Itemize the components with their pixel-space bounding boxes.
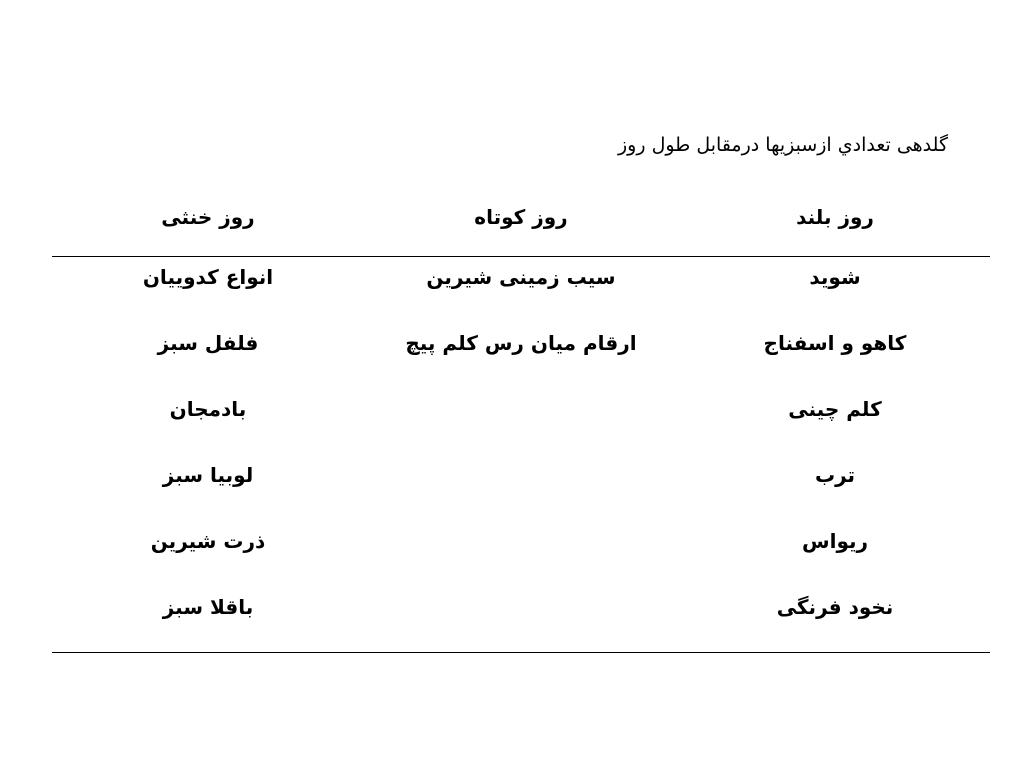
column-header-long-day: روز بلند — [796, 205, 874, 229]
list-item: ذرت شیرین — [150, 529, 266, 553]
header-divider-line — [52, 256, 990, 257]
column-header-short-day: روز کوتاه — [474, 205, 568, 229]
list-item: ارقام میان رس کلم پیچ — [405, 331, 637, 355]
list-item: کاهو و اسفناج — [763, 331, 907, 355]
list-item: ترب — [814, 463, 856, 487]
list-item: فلفل سبز — [157, 331, 259, 355]
table-bottom-line — [52, 652, 990, 653]
list-item: بادمجان — [169, 397, 247, 421]
list-item: کلم چینی — [788, 397, 882, 421]
list-item: سیب زمینی شیرین — [426, 265, 616, 289]
slide-title: گلدهی تعدادي ازسبزيها درمقابل طول روز — [618, 134, 948, 156]
list-item: انواع کدوییان — [142, 265, 274, 289]
list-item: باقلا سبز — [162, 595, 254, 619]
column-items-short-day — [371, 244, 671, 376]
list-item: شوید — [809, 265, 861, 289]
column-items-long-day — [695, 244, 975, 640]
list-item: لوبیا سبز — [162, 463, 254, 487]
column-items-day-neutral — [58, 244, 358, 640]
list-item: نخود فرنگی — [776, 595, 894, 619]
column-header-day-neutral: روز خنثی — [161, 205, 255, 229]
list-item: ریواس — [801, 529, 868, 553]
